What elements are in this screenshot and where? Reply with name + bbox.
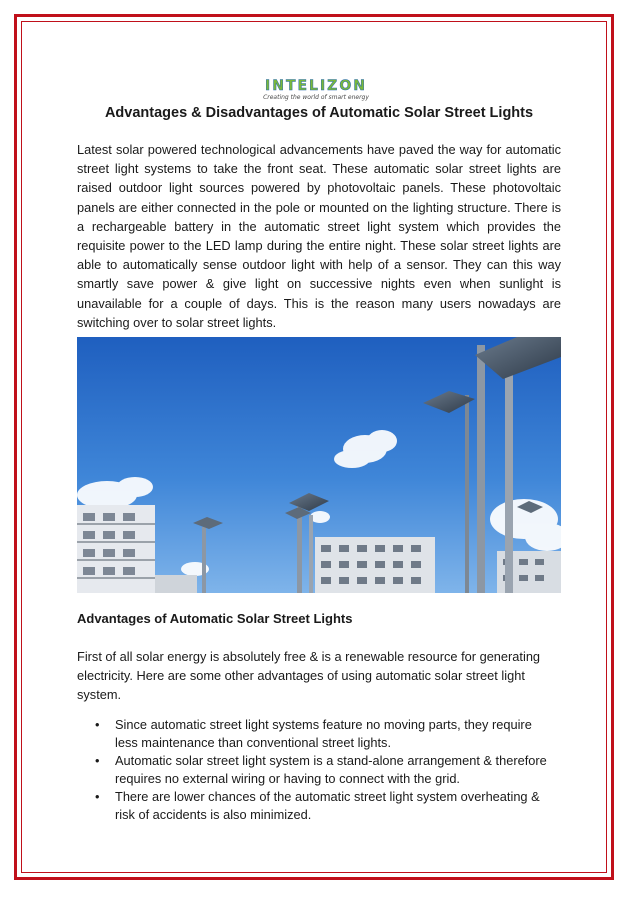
left-building [77,505,155,593]
solar-street-lights-photo [77,337,561,593]
document-title: Advantages & Disadvantages of Automatic Solar Street Lights [104,105,534,121]
list-item: • Since automatic street light systems feature no moving parts, they require less maintenance than conventional street lights. [93,716,553,752]
intro-paragraph: Latest solar powered technological advancements have paved the way for automatic street light systems to take the front seat. These automatic solar street lights are raised outdoor light sources powered by photovoltaic panels. These photovoltaic panels are either connected in the pole or mounted on the lighting structure. There is a rechargeable battery in the automatic street light system which provides the requisite power to the LED lamp during the entire night. These solar street lights are able to automatically sense outdoor light with help of a sensor. They can this way smartly save power & give light on successive nights even when sunlight is unavailable for a couple of days. This is the reason many users nowadays are switching over to solar street lights. [77,142,561,330]
center-building [315,537,435,593]
logo-wordmark: INTELIZON [265,78,367,94]
list-item: • There are lower chances of the automatic street light system overheating & risk of accidents is also minimized. [93,788,553,824]
advantages-heading: Advantages of Automatic Solar Street Lights [77,611,353,626]
list-item: • Automatic solar street light system is a stand-alone arrangement & therefore requires no external wiring or having to connect with the grid. [93,752,553,788]
low-building [155,575,197,593]
logo-tagline: Creating the world of smart energy [263,94,369,101]
advantages-paragraph: First of all solar energy is absolutely free & is a renewable resource for generating electricity. Here are some other advantages of using automatic solar street light system. [77,649,541,703]
intelizon-logo [246,78,386,102]
advantages-list [93,716,553,824]
